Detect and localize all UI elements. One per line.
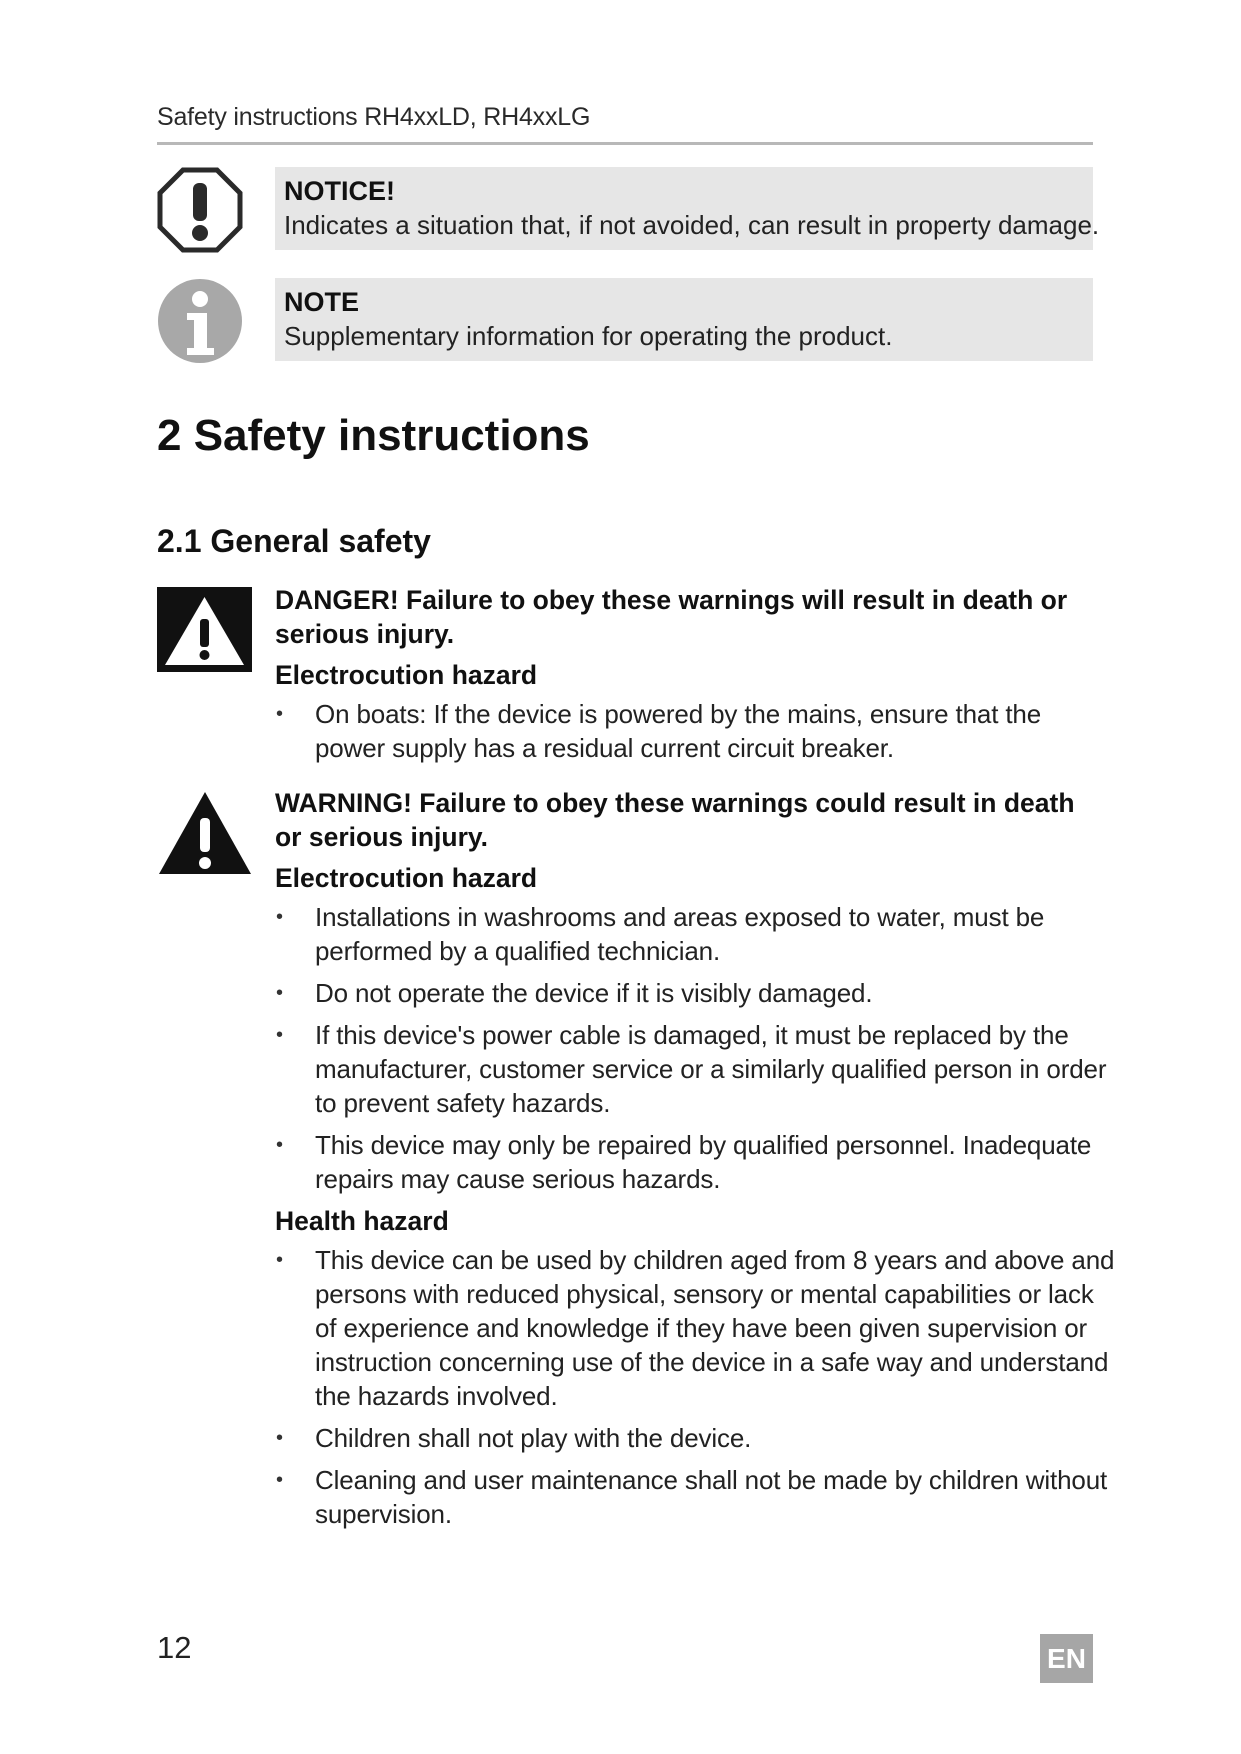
list-item xyxy=(275,976,1105,1010)
notice-text: Indicates a situation that, if not avoided, can result in property damage. xyxy=(284,210,1100,240)
danger-triangle-icon xyxy=(157,587,252,677)
bullet-icon: • xyxy=(276,1469,283,1491)
danger-hazard-heading: Electrocution hazard xyxy=(275,660,538,690)
danger-block xyxy=(275,583,1105,773)
section-heading: 2 Safety instructions xyxy=(157,411,590,460)
warning-block xyxy=(275,786,1115,1539)
list-item xyxy=(275,1421,1105,1455)
header-title: Safety instructions RH4xxLD, RH4xxLG xyxy=(157,103,591,131)
list-item xyxy=(275,900,1075,968)
bullet-icon: • xyxy=(276,1249,283,1271)
warning-health-list xyxy=(275,1243,1115,1531)
notice-title: NOTICE! xyxy=(284,176,395,206)
page-number: 12 xyxy=(157,1630,192,1665)
bullet-icon: • xyxy=(276,1134,283,1156)
bullet-icon: • xyxy=(276,906,283,928)
warning-signal-line2: or serious injury. xyxy=(275,822,489,852)
warning-hazard-heading-electrocution: Electrocution hazard xyxy=(275,863,538,893)
list-item xyxy=(275,1018,1115,1120)
danger-signal-line2: serious injury. xyxy=(275,619,455,649)
list-item-text: Installations in washrooms and areas exposed to water, must be performed by a qualified technician. xyxy=(315,902,1045,966)
warning-signal-line1: WARNING! Failure to obey these warnings could result in death xyxy=(275,788,1075,818)
list-item xyxy=(275,1463,1115,1531)
note-text: Supplementary information for operating the product. xyxy=(284,321,893,351)
list-item-text: This device may only be repaired by qualified personnel. Inadequate repairs may cause serious hazards. xyxy=(315,1130,1092,1194)
exclamation-octagon-icon xyxy=(157,167,243,253)
bullet-icon: • xyxy=(276,982,283,1004)
list-item xyxy=(275,1128,1115,1196)
bullet-icon: • xyxy=(276,703,283,725)
list-item-text: Do not operate the device if it is visibly damaged. xyxy=(315,978,873,1008)
list-item-text: This device can be used by children aged from 8 years and above and persons with reduced physical, sensory or mental capabilities or lack of experience and knowledge if they have been given supervision or instruction concerning use of the device in a safe way and understand the hazards involved. xyxy=(315,1245,1115,1411)
list-item xyxy=(275,697,1075,765)
bullet-icon: • xyxy=(276,1427,283,1449)
subsection-heading: 2.1 General safety xyxy=(157,523,431,559)
danger-signal-line1: DANGER! Failure to obey these warnings will result in death or xyxy=(275,585,1068,615)
list-item-text: If this device's power cable is damaged, it must be replaced by the manufacturer, customer service or a similarly qualified person in order to prevent safety hazards. xyxy=(315,1020,1107,1118)
warning-hazard-heading-health: Health hazard xyxy=(275,1206,449,1236)
notice-box xyxy=(275,167,1100,250)
list-item xyxy=(275,1243,1115,1413)
warning-electrocution-list xyxy=(275,900,1105,1196)
note-title: NOTE xyxy=(284,287,360,317)
list-item-text: Children shall not play with the device. xyxy=(315,1423,752,1453)
running-header xyxy=(157,100,1093,145)
danger-list xyxy=(275,697,1105,765)
list-item-text: On boats: If the device is powered by the mains, ensure that the power supply has a residual current circuit breaker. xyxy=(315,699,1042,763)
list-item-text: Cleaning and user maintenance shall not be made by children without supervision. xyxy=(315,1465,1108,1529)
bullet-icon: • xyxy=(276,1024,283,1046)
note-box xyxy=(275,278,1093,361)
language-badge: EN xyxy=(1040,1634,1093,1683)
warning-triangle-icon xyxy=(157,790,253,881)
info-circle-icon xyxy=(157,278,243,364)
